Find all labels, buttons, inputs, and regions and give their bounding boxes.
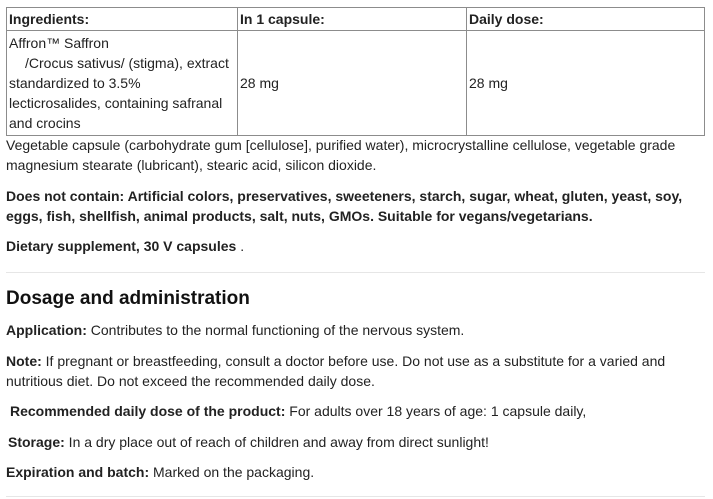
application-line (6, 320, 706, 340)
table-header-row (7, 8, 705, 31)
ingredient-name: Affron™ Saffron (9, 35, 109, 51)
per-capsule-value: 28 mg (238, 31, 467, 136)
dosage-heading: Dosage and administration (6, 288, 250, 309)
recommended-text: For adults over 18 years of age: 1 capsule daily, (285, 403, 587, 419)
supplement-suffix: . (236, 238, 245, 254)
other-ingredients: Vegetable capsule (carbohydrate gum [cellulose], purified water), microcrystalline cellulose, vegetable grade magnesium stearate (lubricant), stearic acid, silicon dioxide. (6, 137, 676, 173)
header-daily-dose: Daily dose: (467, 8, 705, 31)
ingredient-description: /Crocus sativus/ (stigma), extract standardized to 3.5% lecticrosalides, containing safranal and crocins (9, 55, 229, 131)
recommended-label: Recommended daily dose of the product: (10, 403, 286, 419)
ingredient-cell (7, 31, 238, 136)
note-label: Note: (6, 353, 42, 369)
daily-dose-value: 28 mg (467, 31, 705, 136)
header-ingredients: Ingredients: (7, 8, 238, 31)
note-line (6, 351, 706, 391)
recommended-line (10, 401, 710, 421)
does-not-contain: Does not contain: Artificial colors, preservatives, sweeteners, starch, sugar, wheat, gluten, yeast, soy, eggs, fish, shellfish, animal products, salt, nuts, GMOs. Suitable for vegans/vegetarians. (6, 188, 683, 224)
ingredients-table (6, 7, 705, 136)
header-per-capsule: In 1 capsule: (238, 8, 467, 31)
divider (6, 272, 705, 273)
note-text: If pregnant or breastfeeding, consult a doctor before use. Do not use as a substitute for a varied and nutritious diet. Do not exceed the recommended daily dose. (6, 353, 666, 389)
expiration-line (6, 462, 706, 482)
expiration-label: Expiration and batch: (6, 464, 150, 480)
application-text: Contributes to the normal functioning of the nervous system. (86, 322, 465, 338)
supplement-line (6, 236, 706, 256)
storage-label: Storage: (8, 434, 65, 450)
application-label: Application: (6, 322, 87, 338)
expiration-text: Marked on the packaging. (149, 464, 315, 480)
table-row (7, 31, 705, 136)
storage-text: In a dry place out of reach of children and away from direct sunlight! (64, 434, 489, 450)
supplement-label: Dietary supplement, 30 V capsules (6, 238, 237, 254)
bottom-divider (6, 496, 705, 497)
storage-line (8, 432, 708, 452)
